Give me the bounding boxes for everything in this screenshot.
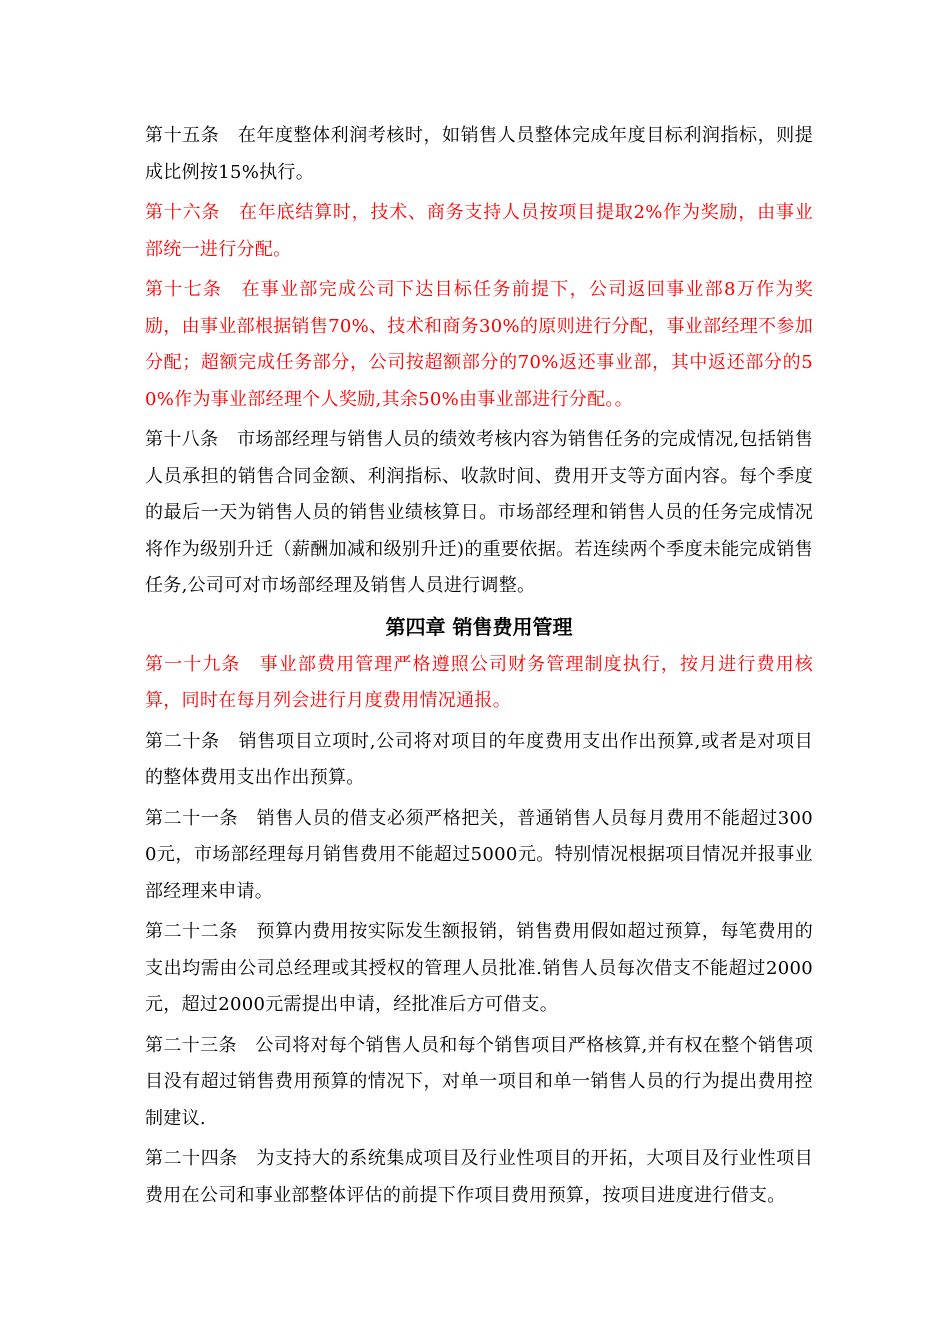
article-23: 第二十三条 公司将对每个销售人员和每个销售项目严格核算,并有权在整个销售项目没有超过销售费用预算的情况下，对单一项目和单一销售人员的行为提出费用控制建议. [145,1034,813,1129]
article-16: 第十六条 在年底结算时，技术、商务支持人员按项目提取2%作为奖励，由事业部统一进行分配。 [145,202,813,260]
article-24: 第二十四条 为支持大的系统集成项目及行业性项目的开拓，大项目及行业性项目费用在公司和事业部整体评估的前提下作项目费用预算，按项目进度进行借支。 [145,1148,813,1206]
article-15: 第十五条 在年度整体利润考核时，如销售人员整体完成年度目标利润指标，则提成比例按15%执行。 [145,125,813,183]
article-18: 第十八条 市场部经理与销售人员的绩效考核内容为销售任务的完成情况,包括销售人员承担的销售合同金额、利润指标、收款时间、费用开支等方面内容。每个季度的最后一天为销售人员的销售业绩核算日。市场部经理和销售人员的任务完成情况将作为级别升迁（薪酬加减和级别升迁)的重要依据。若连续两个季度未能完成销售任务,公司可对市场部经理及销售人员进行调整。 [145,429,813,596]
article-20: 第二十条 销售项目立项时,公司将对项目的年度费用支出作出预算,或者是对项目的整体费用支出作出预算。 [145,730,813,788]
article-22: 第二十二条 预算内费用按实际发生额报销，销售费用假如超过预算，每笔费用的支出均需由公司总经理或其授权的管理人员批准.销售人员每次借支不能超过2000元，超过2000元需提出申请，经批准后方可借支。 [145,921,813,1015]
article-19: 第一十九条 事业部费用管理严格遵照公司财务管理制度执行，按月进行费用核算，同时在每月列会进行月度费用情况通报。 [145,653,813,711]
chapter-title: 第四章 销售费用管理 [385,614,573,639]
article-21: 第二十一条 销售人员的借支必须严格把关，普通销售人员每月费用不能超过3000元，市场部经理每月销售费用不能超过5000元。特别情况根据项目情况并报事业部经理来申请。 [145,807,813,902]
document-body [145,118,813,1218]
article-17: 第十七条 在事业部完成公司下达目标任务前提下，公司返回事业部8万作为奖励，由事业部根据销售70%、技术和商务30%的原则进行分配，事业部经理不参加分配；超额完成任务部分，公司按超额部分的70%返还事业部，其中返还部分的50%作为事业部经理个人奖励,其余50%由事业部进行分配。。 [145,279,813,410]
